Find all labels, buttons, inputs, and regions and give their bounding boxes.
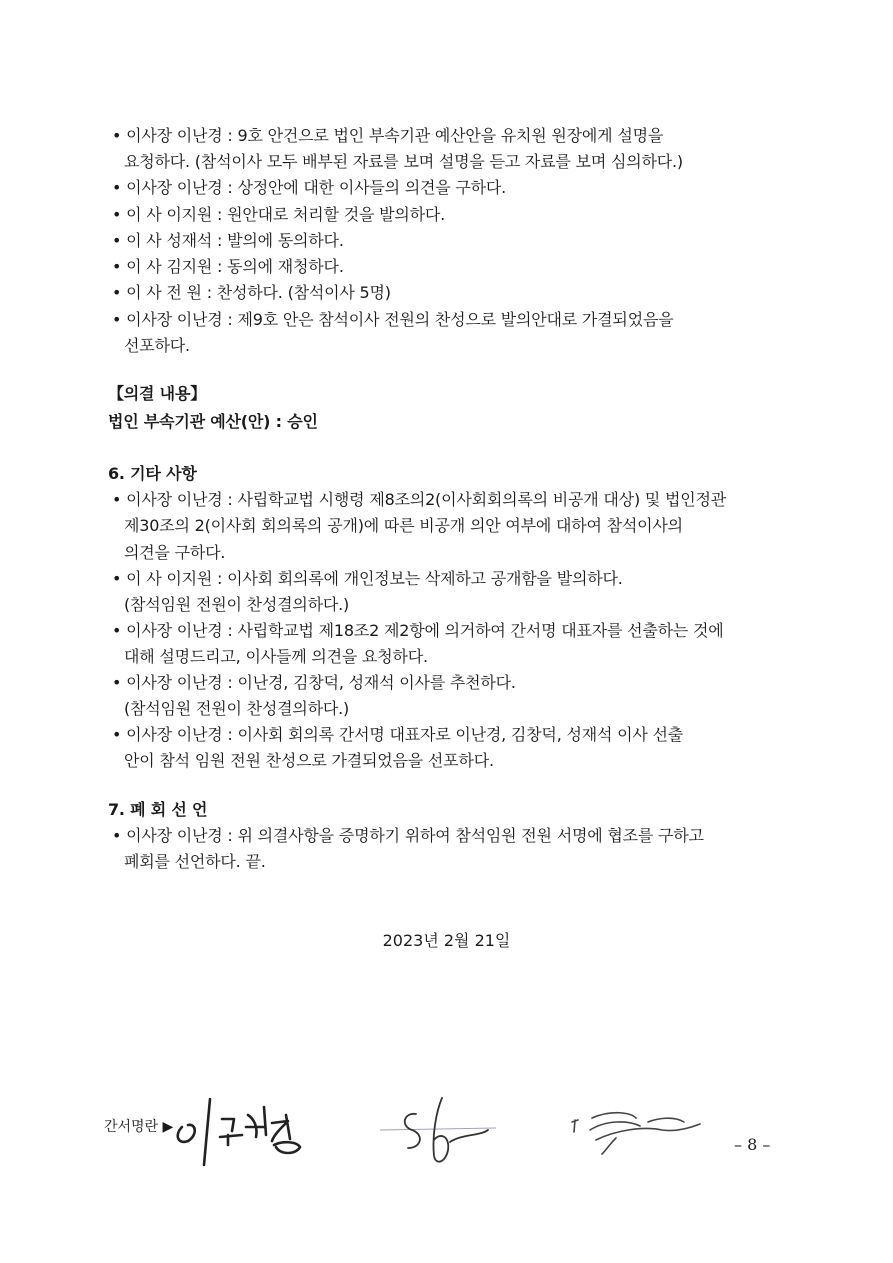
text-line: • 이사장 이난경 : 9호 안건으로 법인 부속기관 예산안을 유치원 원장에게 설명을 — [112, 126, 664, 145]
text-line: 폐회를 선언하다. 끝. — [124, 852, 266, 871]
page-number: – 8 – — [734, 1135, 771, 1154]
signature-1-image — [168, 1085, 318, 1170]
signature-2-image — [376, 1092, 506, 1172]
text-line: • 이 사 김지원 : 동의에 재청하다. — [112, 257, 344, 276]
section-heading: 7. 폐 회 선 언 — [108, 800, 208, 819]
text-line: • 이사장 이난경 : 사립학교법 시행령 제8조의2(이사회회의록의 비공개 대상) 및 법인정관 — [112, 490, 727, 509]
text-line: • 이 사 이지원 : 이사회 회의록에 개인정보는 삭제하고 공개함을 발의하다. — [112, 569, 623, 588]
text-line: • 이사장 이난경 : 이사회 회의록 간서명 대표자로 이난경, 김창덕, 성재석 이사 선출 — [112, 725, 684, 744]
text-line: • 이 사 전 원 : 찬성하다. (참석이사 5명) — [112, 283, 391, 302]
text-line: • 이사장 이난경 : 사립학교법 제18조2 제2항에 의거하여 간서명 대표자를 선출하는 것에 — [112, 621, 724, 640]
text-line: • 이사장 이난경 : 제9호 안은 참석이사 전원의 찬성으로 발의안대로 가결되었음을 — [112, 310, 674, 329]
section-heading: 6. 기타 사항 — [108, 464, 197, 483]
text-line: • 이 사 성재석 : 발의에 동의하다. — [112, 231, 344, 250]
text-line: 요청하다. (참석이사 모두 배부된 자료를 보며 설명을 듣고 자료를 보며 심의하다.) — [124, 152, 683, 171]
text-line: • 이 사 이지원 : 원안대로 처리할 것을 발의하다. — [112, 205, 446, 224]
text-line: 제30조의 2(이사회 회의록의 공개)에 따른 비공개 의안 여부에 대하여 참석이사의 — [124, 516, 683, 535]
text-line: 선포하다. — [124, 336, 190, 355]
text-line: (참석임원 전원이 찬성결의하다.) — [124, 595, 350, 614]
section-heading: 【의결 내용】 — [108, 384, 206, 403]
text-line: (참석임원 전원이 찬성결의하다.) — [124, 699, 350, 718]
text-line: 의견을 구하다. — [124, 543, 226, 562]
text-line: 안이 참석 임원 전원 찬성으로 가결되었음을 선포하다. — [124, 751, 494, 770]
meeting-date: 2023년 2월 21일 — [382, 931, 511, 950]
text-line: • 이사장 이난경 : 이난경, 김창덕, 성재석 이사를 추천하다. — [112, 673, 516, 692]
signature-3-image — [566, 1100, 716, 1156]
resolution-text: 법인 부속기관 예산(안) : 승인 — [108, 412, 318, 431]
signature-label: 간서명란 ▶ — [104, 1119, 174, 1135]
text-line: • 이사장 이난경 : 위 의결사항을 증명하기 위하여 참석임원 전원 서명에 협조를 구하고 — [112, 826, 704, 845]
text-line: 대해 설명드리고, 이사들께 의견을 요청하다. — [124, 647, 428, 666]
text-line: • 이사장 이난경 : 상정안에 대한 이사들의 의견을 구하다. — [112, 178, 507, 197]
